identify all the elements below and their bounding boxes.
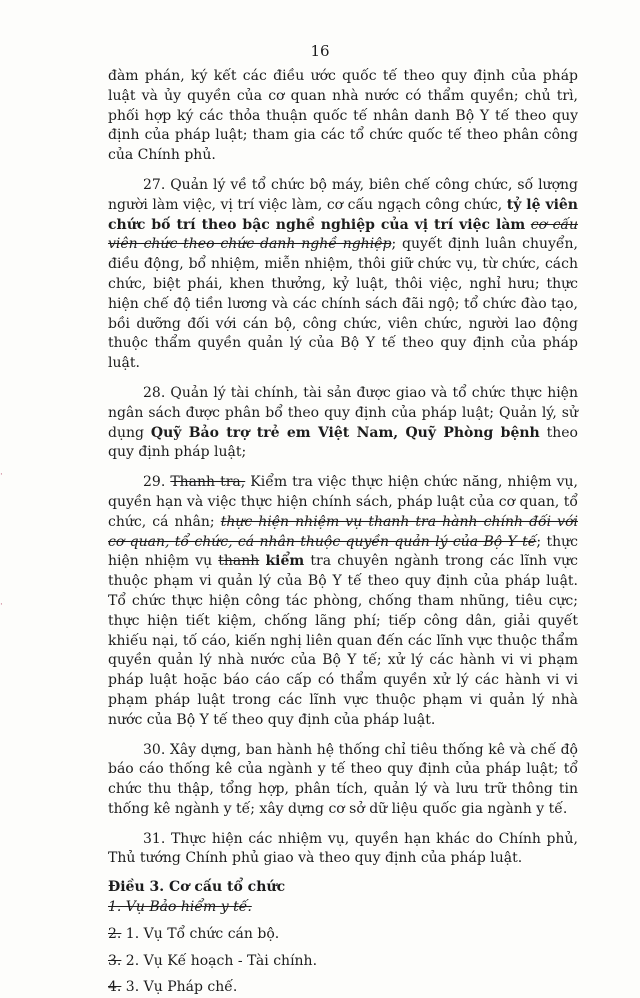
text: ; thực hiện nhiệm vụ [108, 533, 578, 570]
paragraph-30: 30. Xây dựng, ban hành hệ thống chỉ tiêu thống kê và chế độ báo cáo thống kê của ngành y tế theo quy định của pháp luật; tổ chức thu thập, tổng hợp, phân tích, quản lý và lưu trữ thông tin thống kê ngành y tế; xây dựng cơ sở dữ liệu quốc gia ngành y tế. [108, 741, 578, 817]
list-item [108, 978, 578, 998]
text: 28. Quản lý tài chính, tài sản được giao và tổ chức thực hiện ngân sách được phân bổ theo quy định của pháp luật; Quản lý, sử dụng [108, 384, 578, 441]
paragraph-continued: đàm phán, ký kết các điều ước quốc tế theo quy định của pháp luật và ủy quyền của cơ quan nhà nước có thẩm quyền; chủ trì, phối hợp ký các thỏa thuận quốc tế nhân danh Bộ Y tế theo quy định của pháp luật; tham gia các tổ chức quốc tế theo phân công của Chính phủ. [108, 68, 578, 164]
deleted-text: cơ cấu viên chức theo chức danh nghề nghiệp [108, 216, 579, 253]
text: 3. Vụ Pháp chế. [121, 979, 238, 996]
text: 1. Vụ Tổ chức cán bộ. [121, 925, 280, 942]
text: ; quyết định luân chuyển, điều động, bổ nhiệm, miễn nhiệm, thôi giữ chức vụ, từ chức, cách chức, biệt phái, khen thưởng, kỷ luật, thôi việc, nghỉ hưu; thực hiện chế độ tiền lương và các chính sách đãi ngộ; tổ chức đào tạo, bồi dưỡng đối với cán bộ, công chức, viên chức, người lao động thuộc thẩm quyền quản lý của Bộ Y tế theo quy định của pháp luật. [108, 236, 578, 372]
list-item [108, 925, 578, 945]
text: Kiểm tra việc thực hiện chức năng, nhiệm vụ, quyền hạn và việc thực hiện chính sách, pháp luật của cơ quan, tổ chức, cá nhân; [108, 474, 578, 530]
margin-mark: · [0, 470, 3, 480]
text: theo quy định pháp luật; [108, 424, 578, 461]
text: 29. [143, 474, 171, 491]
paragraph-31: 31. Thực hiện các nhiệm vụ, quyền hạn khác do Chính phủ, Thủ tướng Chính phủ giao và theo quy định của pháp luật. [108, 830, 578, 867]
deleted-text: thực hiện nhiệm vụ thanh tra hành chính đối với cơ quan, tổ chức, cá nhân thuộc quyền quản lý của Bộ Y tế [108, 513, 578, 550]
paragraph-27 [108, 176, 578, 374]
margin-mark: · [0, 600, 3, 610]
inserted-text: kiểm [265, 553, 305, 570]
deleted-text: Thanh tra, [170, 474, 246, 491]
deleted-text: 2. [108, 925, 122, 942]
page-number: 16 [310, 42, 330, 60]
deleted-text: thanh [218, 553, 260, 570]
text: 2. Vụ Kế hoạch - Tài chính. [121, 952, 318, 969]
deleted-text: 1. Vụ Bảo hiểm y tế. [108, 899, 252, 916]
inserted-text: Quỹ Bảo trợ trẻ em Việt Nam, Quỹ Phòng bệnh [150, 424, 540, 441]
list-item [108, 952, 578, 972]
document-body [108, 67, 578, 998]
deleted-text: 4. [108, 979, 122, 996]
article-3-heading: Điều 3. Cơ cấu tổ chức [108, 879, 286, 896]
text: tra chuyên ngành trong các lĩnh vực thuộc phạm vi quản lý của Bộ Y tế theo quy định của pháp luật. Tổ chức thực hiện công tác phòng, chống tham nhũng, tiêu cực; thực hiện tiết kiệm, chống lãng phí; tiếp công dân, giải quyết khiếu nại, tố cáo, kiến nghị liên quan đến các lĩnh vực thuộc thẩm quyền quản lý nhà nước của Bộ Y tế; xử lý các hành vi vi phạm pháp luật hoặc báo cáo cấp có thẩm quyền xử lý các hành vi vi phạm pháp luật trong các lĩnh vực thuộc phạm vi quản lý nhà nước của Bộ Y tế theo quy định của pháp luật. [108, 553, 578, 728]
list-item [108, 898, 578, 918]
paragraph-28 [108, 384, 578, 463]
paragraph-29 [108, 473, 578, 730]
inserted-text: tỷ lệ viên chức bố trí theo bậc nghề nghiệp của vị trí việc làm [108, 196, 578, 233]
text: 27. Quản lý về tổ chức bộ máy, biên chế công chức, số lượng người làm việc, vị trí việc làm, cơ cấu ngạch công chức, [108, 176, 578, 213]
deleted-text: 3. [108, 952, 122, 969]
